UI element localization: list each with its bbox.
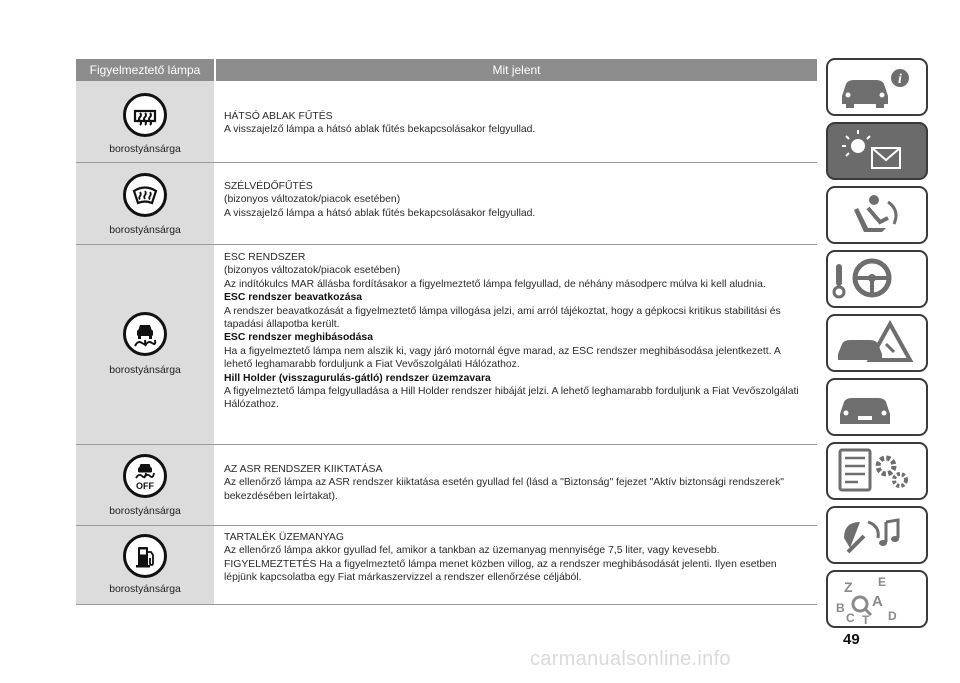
chapter-tab-safety[interactable] (826, 186, 928, 244)
chapter-tab-starting-driving[interactable] (826, 250, 928, 308)
meaning-cell (214, 245, 817, 444)
row-text: A figyelmeztető lámpa felgyulladása a Hill Holder rendszer hibáját jelzi. A lehető leghamarabb forduljunk a Fiat Vevőszolgálati Hálózathoz. (224, 386, 799, 411)
lamp-color-label: borostyánsárga (109, 144, 181, 155)
lamp-color-label: borostyánsárga (109, 225, 181, 236)
index-letter: B (836, 601, 845, 615)
alphabetical-index-icon (828, 572, 926, 626)
car-maintenance-icon (828, 380, 926, 434)
lamp-cell (76, 526, 214, 604)
row-title: AZ ASR RENDSZER KIIKTATÁSA (224, 464, 383, 475)
lamp-cell (76, 445, 214, 525)
row-text: Ha a figyelmeztető lámpa nem alszik ki, vagy járó motornál égve marad, az ESC rendszer meghibásodása jelentkezett. A lehető leghamarabb forduljunk a Fiat Vevőszolgálati Hálózathoz. (224, 345, 781, 371)
index-letter: Z (844, 579, 853, 595)
key-steering-wheel-icon (828, 252, 926, 306)
chapter-tab-emergency[interactable] (826, 314, 928, 372)
table-header (76, 59, 817, 81)
table-row (76, 526, 817, 605)
settings-gears-icon (828, 444, 926, 498)
lamp-cell (76, 163, 214, 244)
svg-text:i: i (898, 72, 902, 87)
table-row (76, 81, 817, 163)
row-subheading: ESC rendszer meghibásodása (224, 332, 373, 344)
index-letter: C (846, 611, 855, 625)
row-text: A visszajelző lámpa a hátsó ablak fűtés bekapcsolásakor felgyullad. (224, 207, 536, 219)
table-row (76, 163, 817, 245)
row-text: Az indítókulcs MAR állásba fordításakor a figyelmeztető lámpa felgyullad, de néhány másodperc múlva ki kell aludnia. (224, 278, 766, 290)
row-text: A rendszer beavatkozását a figyelmeztető lámpa villogása jelzi, ami arról tájékoztat, hogy a gépkocsi kritikus stabilitási és tapadási állapotba került. (224, 305, 781, 331)
page-number: 49 (843, 631, 860, 648)
lamp-color-label: borostyánsárga (109, 584, 181, 595)
index-letter: T (862, 613, 870, 626)
index-letter: A (872, 593, 883, 610)
table-row (76, 445, 817, 526)
row-title: HÁTSÓ ABLAK FŰTÉS (224, 111, 333, 122)
index-letter: D (888, 609, 897, 623)
row-title: SZÉLVÉDŐFŰTÉS (224, 181, 313, 192)
warning-light-message-icon (828, 124, 926, 178)
row-text: Az ellenőrző lámpa az ASR rendszer kiiktatása esetén gyullad fel (lásd a "Biztonság" fejezet "Aktív biztonsági rendszerek" bekezdésében leírtakat). (224, 477, 784, 502)
watermark: carmanualsonline.info (530, 648, 731, 670)
satellite-music-icon (828, 508, 926, 562)
seat-airbag-icon (828, 188, 926, 242)
off-label: OFF (136, 481, 154, 491)
row-text: (bizonyos változatok/piacok esetében) (224, 194, 401, 206)
chapter-tab-maintenance[interactable] (826, 378, 928, 436)
warning-lights-table (76, 59, 817, 605)
row-text: (bizonyos változatok/piacok esetében) (224, 265, 401, 277)
header-meaning: Mit jelent (216, 59, 817, 81)
meaning-cell (214, 81, 817, 162)
row-subheading: ESC rendszer beavatkozása (224, 292, 363, 304)
lamp-cell (76, 81, 214, 162)
rear-window-defrost-icon (123, 93, 167, 137)
chapter-tab-index[interactable] (826, 570, 928, 628)
row-text: Az ellenőrző lámpa akkor gyullad fel, amikor a tankban az üzemanyag mennyisége 7,5 liter, vagy kevesebb. FIGYELMEZTETÉS Ha a figyelmeztető lámpa menet közben villog, az a rendszer meghibásodását jelenti. Ilyen esetben lépjünk kapcsolatba egy Fiat márkaszervizzel a rendszer ellenőrzése céljából. (224, 545, 777, 584)
lamp-color-label: borostyánsárga (109, 506, 181, 517)
meaning-cell (214, 163, 817, 244)
row-subheading: Hill Holder (visszagurulás-gátló) rendszer üzemzavara (224, 372, 491, 384)
lamp-color-label: borostyánsárga (109, 365, 181, 376)
car-info-icon (828, 60, 926, 114)
lamp-cell (76, 245, 214, 444)
table-row (76, 245, 817, 445)
chapter-tab-warning-lights[interactable] (826, 122, 928, 180)
fuel-pump-icon (123, 534, 167, 578)
row-title: ESC RENDSZER (224, 252, 306, 263)
meaning-cell (214, 526, 817, 604)
chapter-tab-technical-data[interactable] (826, 442, 928, 500)
car-warning-triangle-icon (828, 316, 926, 370)
asr-off-icon (123, 454, 167, 498)
chapter-tab-multimedia[interactable] (826, 506, 928, 564)
index-letter: E (878, 575, 887, 589)
windshield-defrost-icon (123, 173, 167, 217)
row-title: TARTALÉK ÜZEMANYAG (224, 532, 344, 543)
chapter-tab-car-info[interactable] (826, 58, 928, 116)
row-text: A visszajelző lámpa a hátsó ablak fűtés bekapcsolásakor felgyullad. (224, 124, 536, 136)
header-warning-light: Figyelmeztető lámpa (76, 59, 214, 81)
meaning-cell (214, 445, 817, 525)
esc-skid-icon (123, 312, 167, 356)
